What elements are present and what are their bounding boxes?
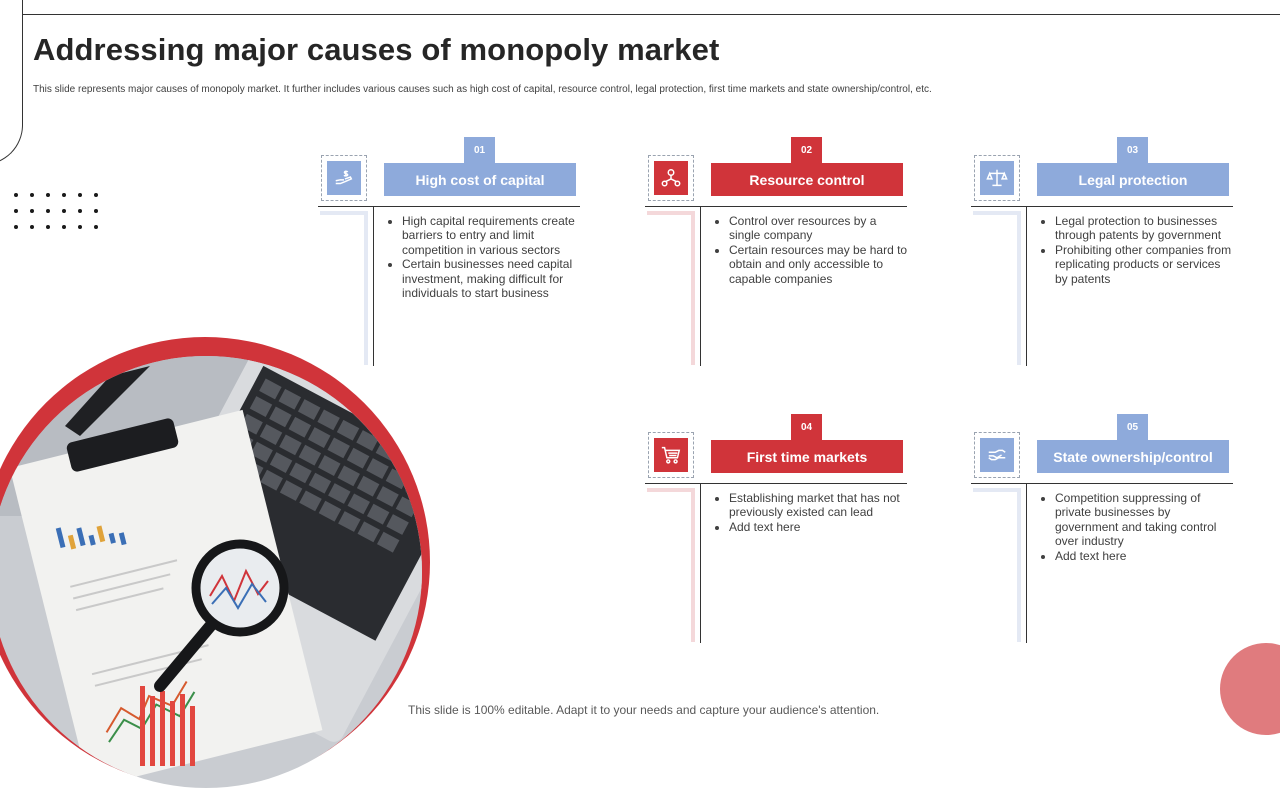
card-accent xyxy=(647,488,695,492)
card-heading: High cost of capital xyxy=(384,163,576,196)
hands-exchange-icon xyxy=(980,438,1014,472)
card-accent xyxy=(973,488,1021,492)
list-item: • Competition suppressing of private businesses by government and taking control over industry xyxy=(1055,491,1235,549)
card-bullet-list xyxy=(1039,214,1235,286)
scales-icon xyxy=(980,161,1014,195)
slide-title: Addressing major causes of monopoly market xyxy=(33,32,720,67)
card-vertical-divider xyxy=(373,206,374,366)
card-accent xyxy=(647,211,695,215)
card-vertical-divider xyxy=(700,483,701,643)
card-heading: Resource control xyxy=(711,163,903,196)
card-divider xyxy=(971,483,1233,484)
card-number: 03 xyxy=(1117,137,1148,164)
shopping-cart-icon xyxy=(654,438,688,472)
card-number: 05 xyxy=(1117,414,1148,441)
card-icon-frame xyxy=(974,155,1020,201)
list-item: • Control over resources by a single company xyxy=(729,214,909,243)
list-item: • Certain resources may be hard to obtain and only accessible to capable companies xyxy=(729,243,909,286)
card-vertical-divider xyxy=(1026,483,1027,643)
card-accent-vertical xyxy=(1017,211,1021,365)
top-divider xyxy=(22,14,1280,15)
card-icon-frame xyxy=(648,432,694,478)
card-bullet-list xyxy=(713,491,909,534)
card-vertical-divider xyxy=(700,206,701,366)
list-item: • High capital requirements create barriers to entry and limit competition in various sectors xyxy=(402,214,582,257)
hand-dollar-icon xyxy=(327,161,361,195)
card-divider xyxy=(318,206,580,207)
list-item: • Add text here xyxy=(729,520,909,534)
cause-card-legal-protection xyxy=(971,137,1233,367)
card-divider xyxy=(645,483,907,484)
card-accent xyxy=(973,211,1021,215)
card-accent-vertical xyxy=(691,211,695,365)
list-item: • Legal protection to businesses through patents by government xyxy=(1055,214,1235,243)
hero-photo-laptop-magnifier xyxy=(0,356,422,788)
card-bullet-list xyxy=(1039,491,1235,563)
card-icon-frame xyxy=(321,155,367,201)
list-item: • Prohibiting other companies from replicating products or services by patents xyxy=(1055,243,1235,286)
card-bullet-list xyxy=(713,214,909,286)
card-divider xyxy=(971,206,1233,207)
footer-note: This slide is 100% editable. Adapt it to your needs and capture your audience's attention. xyxy=(408,703,880,717)
list-item: • Establishing market that has not previously existed can lead xyxy=(729,491,909,520)
cause-card-first-time-markets xyxy=(645,414,907,644)
card-accent-vertical xyxy=(364,211,368,365)
card-icon-frame xyxy=(974,432,1020,478)
cause-card-resource-control xyxy=(645,137,907,367)
list-item: • Certain businesses need capital investment, making difficult for individuals to start business xyxy=(402,257,582,300)
network-people-icon xyxy=(654,161,688,195)
card-accent-vertical xyxy=(1017,488,1021,642)
corner-decoration xyxy=(0,0,23,165)
cause-card-high-cost-of-capital xyxy=(318,137,580,367)
card-accent-vertical xyxy=(691,488,695,642)
card-heading: First time markets xyxy=(711,440,903,473)
cause-card-state-ownership xyxy=(971,414,1233,644)
slide-subtitle: This slide represents major causes of monopoly market. It further includes various causes such as high cost of capital, resource control, legal protection, first time markets and state ownership/control, etc. xyxy=(33,84,932,95)
card-number: 02 xyxy=(791,137,822,164)
card-number: 01 xyxy=(464,137,495,164)
card-vertical-divider xyxy=(1026,206,1027,366)
card-icon-frame xyxy=(648,155,694,201)
card-bullet-list xyxy=(386,214,582,300)
list-item: • Add text here xyxy=(1055,549,1235,563)
card-heading: Legal protection xyxy=(1037,163,1229,196)
card-heading: State ownership/control xyxy=(1037,440,1229,473)
card-number: 04 xyxy=(791,414,822,441)
card-divider xyxy=(645,206,907,207)
corner-circle-decoration xyxy=(1220,643,1280,735)
card-accent xyxy=(320,211,368,215)
dot-grid-decoration xyxy=(14,193,110,229)
